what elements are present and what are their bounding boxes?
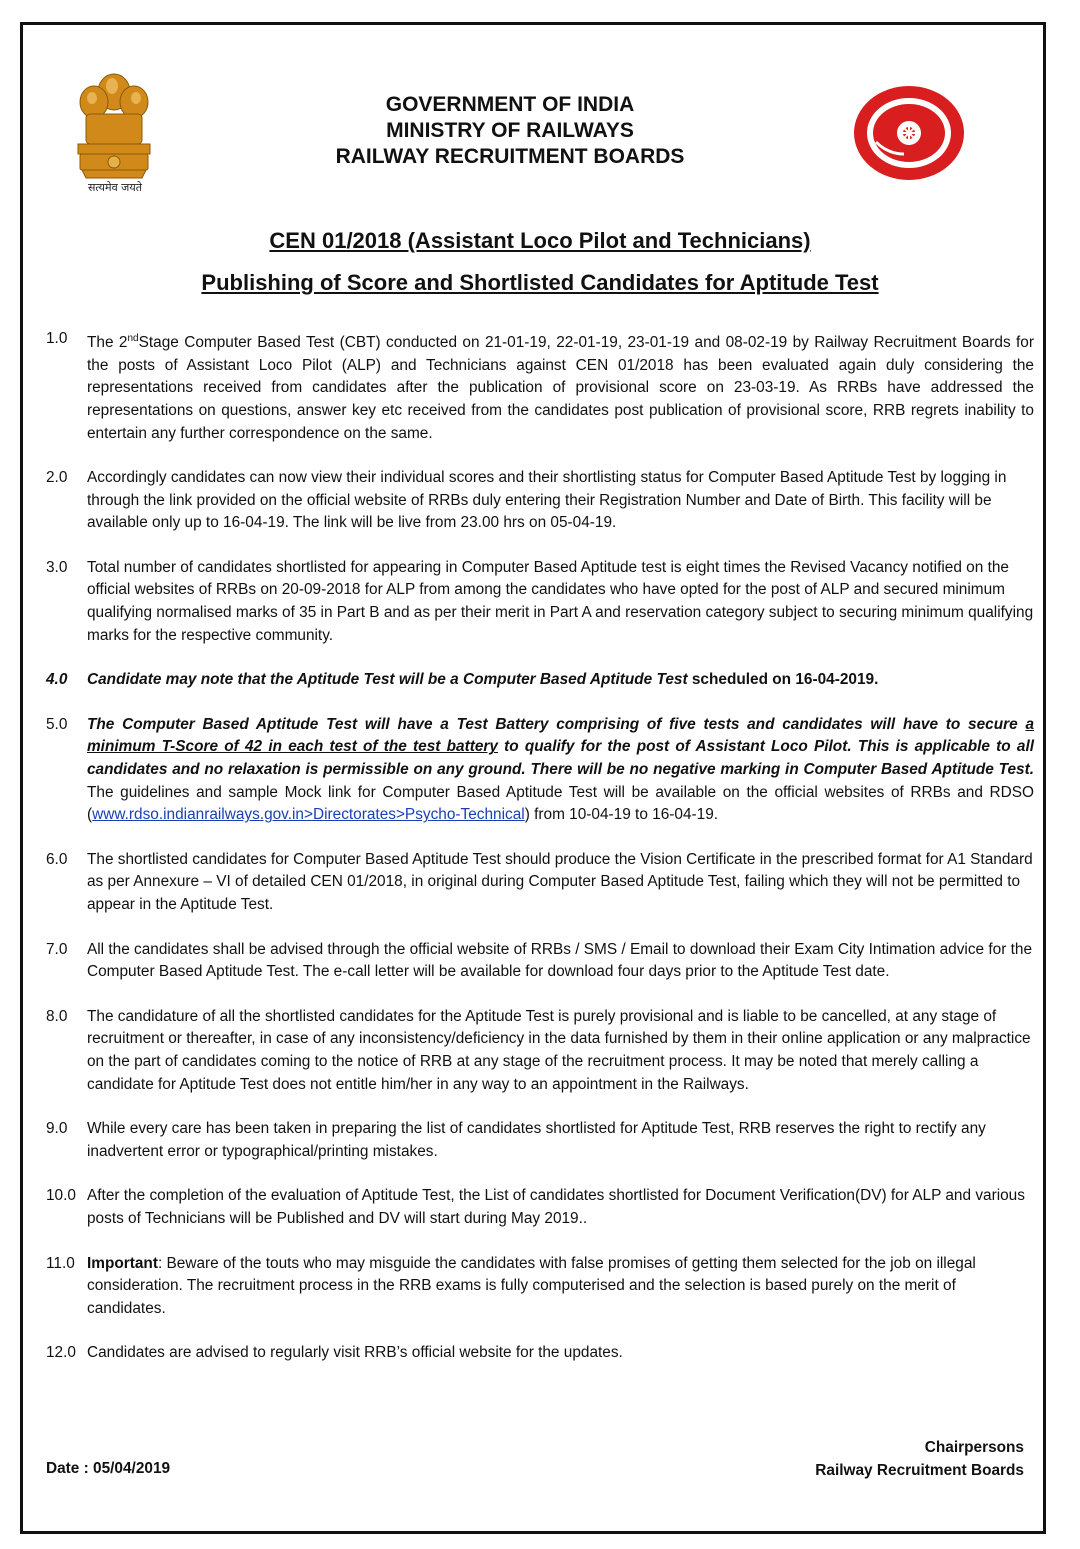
paragraph-number: 4.0 [46, 671, 68, 689]
paragraph-number: 3.0 [46, 558, 68, 576]
notice-title: CEN 01/2018 (Assistant Loco Pilot and Technicians) [269, 228, 811, 253]
notice-subtitle: Publishing of Score and Shortlisted Candidates for Aptitude Test [201, 270, 879, 295]
letterhead [260, 92, 760, 170]
paragraph-number: 8.0 [46, 1007, 68, 1025]
paragraph-number: 5.0 [46, 715, 68, 733]
paragraph-10: 10.0 After the completion of the evaluation of Aptitude Test, the List of candidates shortlisted for Document Verification(DV) for ALP and various posts of Technicians will be Published and DV will start during May 2019.. [46, 1185, 1034, 1230]
paragraph-5: 5.0 The Computer Based Aptitude Test will have a Test Battery comprising of five tests and candidates will have to secure a minimum T-Score of 42 in each test of the test battery to qualify for the post of Assistant Loco Pilot. This is applicable to all candidates and no relaxation is permissible on any ground. There will be no negative marking in Computer Based Aptitude Test. The guidelines and sample Mock link for Computer Based Aptitude Test will be available on the official websites of RRBs and RDSO (www.rdso.indianrailways.gov.in>Directorates>Psycho-Technical) from 10-04-19 to 16-04-19. [46, 714, 1034, 827]
emblem-motto: सत्यमेव जयते [87, 181, 142, 194]
paragraph-9: 9.0 While every care has been taken in preparing the list of candidates shortlisted for Aptitude Test, RRB reserves the right to rectify any inadvertent error or typographical/printing mistakes. [46, 1118, 1034, 1163]
paragraph-8: 8.0 The candidature of all the shortlisted candidates for the Aptitude Test is purely provisional and is liable to be cancelled, at any stage of recruitment or thereafter, in case of any inconsistency/deficiency in the data furnished by them in their online application or any malpractice on the part of candidates coming to the notice of RRB at any stage of the recruitment process. It may be noted that merely calling a candidate for Aptitude Test does not entitle him/her in any way to an appointment in the Railways. [46, 1006, 1034, 1096]
paragraph-number: 10.0 [46, 1187, 76, 1205]
paragraph-3: 3.0 Total number of candidates shortlisted for appearing in Computer Based Aptitude test is eight times the Revised Vacancy notified on the official websites of RRBs on 20-09-2018 for ALP from among the candidates who have opted for the post of ALP and secured minimum qualifying normalised marks of 35 in Part B and as per their merit in Part A and reservation category subject to securing minimum qualifying marks for the respective community. [46, 557, 1034, 647]
signature-block [815, 1436, 1024, 1482]
indian-railways-logo-icon [852, 84, 966, 182]
signatory-title: Chairpersons [924, 1439, 1024, 1456]
paragraph-12: 12.0 Candidates are advised to regularly visit RRB’s official website for the updates. [46, 1342, 1034, 1365]
paragraph-2: 2.0 Accordingly candidates can now view their individual scores and their shortlisting status for Computer Based Aptitude Test by logging in through the link provided on the official website of RRBs duly entering their Registration Number and Date of Birth. This facility will be available only up to 16-04-19. The link will be live from 23.00 hrs on 05-04-19. [46, 467, 1034, 535]
notice-body [46, 328, 1034, 1387]
paragraph-11: 11.0 Important: Beware of the touts who may misguide the candidates with false promises of getting them selected for the job on illegal consideration. The recruitment process in the RRB exams is fully computerised and the selection is based purely on the merit of candidates. [46, 1253, 1034, 1321]
header-line-2: MINISTRY OF RAILWAYS [386, 119, 634, 142]
paragraph-number: 2.0 [46, 469, 68, 487]
paragraph-4: 4.0 Candidate may note that the Aptitude Test will be a Computer Based Aptitude Test scheduled on 16-04-2019. [46, 669, 1034, 692]
header-line-1: GOVERNMENT OF INDIA [385, 93, 635, 116]
paragraph-6: 6.0 The shortlisted candidates for Computer Based Aptitude Test should produce the Vision Certificate in the prescribed format for A1 Standard as per Annexure – VI of detailed CEN 01/2018, in original during Computer Based Aptitude Test, failing which they will not be permitted to appear in the Aptitude Test. [46, 849, 1034, 917]
paragraph-number: 11.0 [46, 1254, 75, 1272]
signatory-org: Railway Recruitment Boards [815, 1462, 1024, 1479]
rdso-link[interactable]: www.rdso.indianrailways.gov.in>Directorates>Psycho-Technical [92, 806, 525, 824]
paragraph-number: 12.0 [46, 1344, 76, 1362]
national-emblem-icon [72, 70, 156, 198]
paragraph-1: 1.0 The 2ndStage Computer Based Test (CBT) conducted on 21-01-19, 22-01-19, 23-01-19 and 08-02-19 by Railway Recruitment Boards for the posts of Assistant Loco Pilot (ALP) and Technicians against CEN 01/2018 has been evaluated again duly considering the representations received from candidates after the publication of provisional score on 23-03-19. As RRBs have addressed the representations on questions, answer key etc received from the candidates post publication of provisional score, RRB regrets inability to entertain any further correspondence on the same. [46, 328, 1034, 445]
header-line-3: RAILWAY RECRUITMENT BOARDS [335, 145, 685, 168]
paragraph-number: 1.0 [46, 330, 68, 347]
paragraph-number: 7.0 [46, 940, 68, 958]
paragraph-number: 9.0 [46, 1120, 68, 1138]
notice-date: Date : 05/04/2019 [46, 1460, 171, 1477]
paragraph-number: 6.0 [46, 850, 68, 868]
paragraph-7: 7.0 All the candidates shall be advised through the official website of RRBs / SMS / Email to download their Exam City Intimation advice for the Computer Based Aptitude Test. The e-call letter will be available for download four days prior to the Aptitude Test date. [46, 939, 1034, 984]
